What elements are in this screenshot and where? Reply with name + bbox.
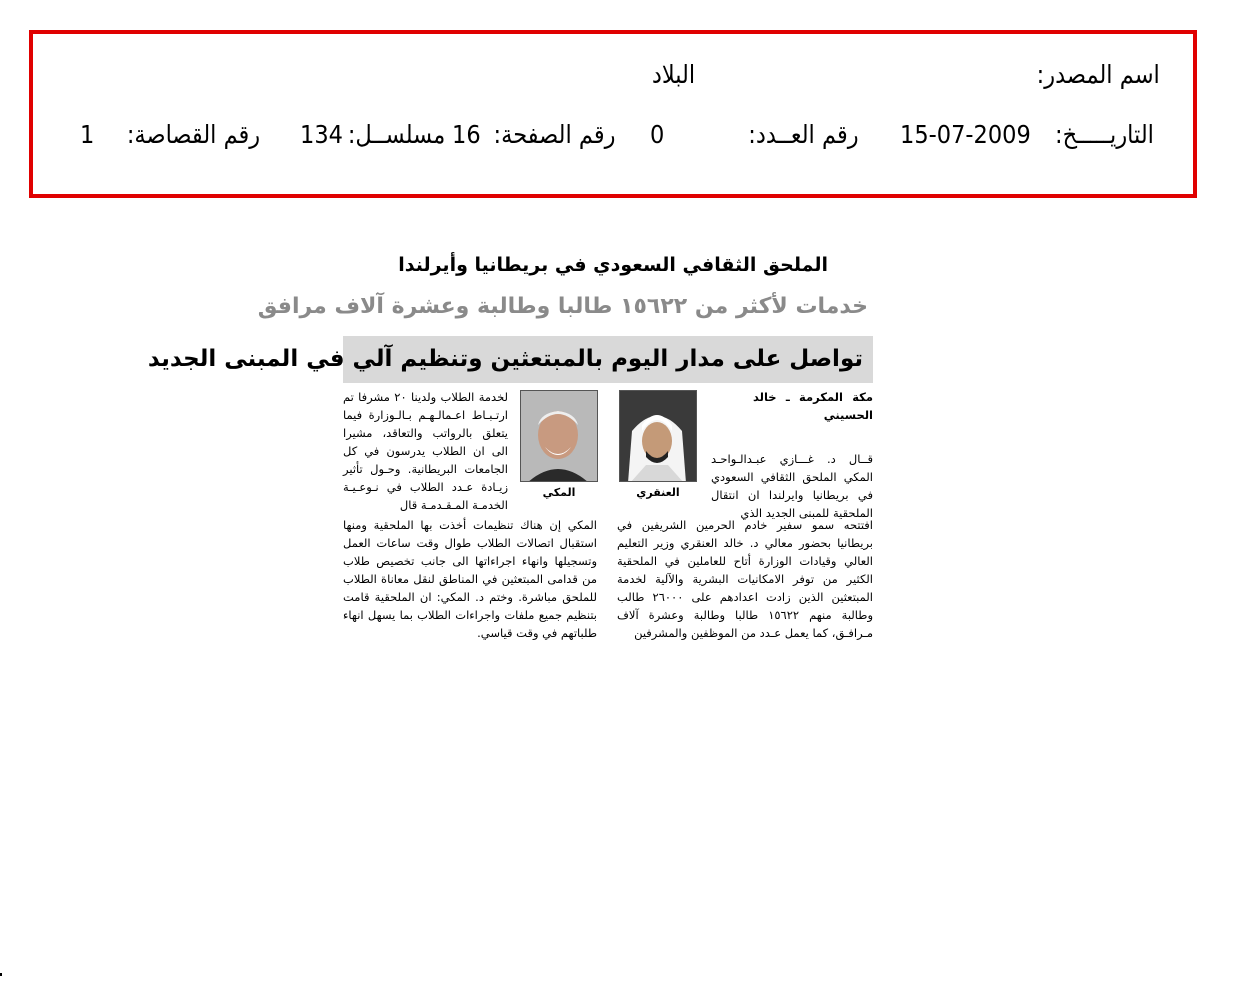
- photo-alanqari: [619, 390, 697, 482]
- page-label: رقم الصفحة:: [493, 120, 615, 149]
- article-column-left-bottom: [343, 516, 597, 642]
- article-lead-paragraph: قــال د. غـــازي عبـدالـواحـد المكي الملحق الثقافي السعودي في بريطانيا وايرلندا ان انتقال الملحقية للمبنى الجديد الذي: [711, 452, 873, 520]
- caption-alanqari: العنقري: [636, 486, 680, 499]
- photo-almakki: [520, 390, 598, 482]
- caption-almakki: المكي: [542, 486, 576, 499]
- article-headline: تواصل على مدار اليوم بالمبتعثين وتنظيم آلي في المبنى الجديد: [343, 336, 873, 383]
- article-column-right-bottom: [617, 516, 873, 642]
- article-paragraph-3: المكي إن هناك تنظيمات أخذت بها الملحقية ومنها استقبال اتصالات الطلاب طوال وقت ساعات العمل وتسجيلها وانهاء اجراءاتها الى جانب تخصيص طلاب من قدامى المبتعثين في المناطق لنقل معاناة الطلاب للملحق مباشرة. وختم د. المكي: ان الملحقية قامت بتنظيم جميع ملفات واجراءات الطلاب بما يسهل انهاء طلباتهم في وقت قياسي.: [343, 518, 597, 640]
- article-paragraph-2: لخدمة الطلاب ولدينا ٢٠ مشرفا تم ارتـبـاط اعـمالـهـم بـالـوزارة فيما يتعلق بالرواتب والتعاقد، مشيرا الى ان الطلاب يدرسون في كل الجامعات البريطانية. وحـول تأثير زيـادة عـدد الطلاب في نـوعـيـة الخدمـة المـقـدمـة قال: [343, 390, 508, 512]
- article-column-left-top: [343, 388, 508, 514]
- page-value: 16: [452, 120, 481, 149]
- date-label: التاريـــــخ:: [1055, 120, 1154, 149]
- article-byline: مكة المكرمة ـ خالد الحسيني: [753, 390, 873, 422]
- clip-value: 1: [80, 120, 95, 149]
- serial-value: 134: [300, 120, 343, 149]
- date-value: 15-07-2009: [900, 120, 1031, 149]
- article-column-right: [711, 388, 873, 522]
- article-kicker: الملحق الثقافي السعودي في بريطانيا وأيرلندا: [398, 254, 828, 276]
- article-paragraph-1b: افتتحه سمو سفير خادم الحرمين الشريفين في بريطانيا بحضور معالي د. خالد العنقري وزير التعليم العالي وقيادات الوزارة أتاح للعاملين في الملحقية الكثير من توفر الامكانيات البشرية والآلية لخدمة المبتعثين الذين زادت اعدادهم على ٢٦٠٠٠ طالب وطالبة منهم ١٥٦٢٢ طالبا وطالبة وعشرة آلاف مـرافـق، كما يعمل عـدد من الموظفين والمشرفين: [617, 518, 874, 640]
- article-subheadline: خدمات لأكثر من ١٥٦٢٢ طالبا وطالبة وعشرة آلاف مرافق: [257, 294, 868, 319]
- serial-label: مسلســل:: [347, 120, 445, 149]
- source-label: اسم المصدر:: [1036, 60, 1160, 89]
- issue-label: رقم العــدد:: [748, 120, 859, 149]
- clip-label: رقم القصاصة:: [126, 120, 260, 149]
- issue-value: 0: [650, 120, 665, 149]
- source-value: البلاد: [651, 60, 695, 89]
- scan-mark: [0, 973, 2, 976]
- clipping-info-box: [29, 30, 1197, 198]
